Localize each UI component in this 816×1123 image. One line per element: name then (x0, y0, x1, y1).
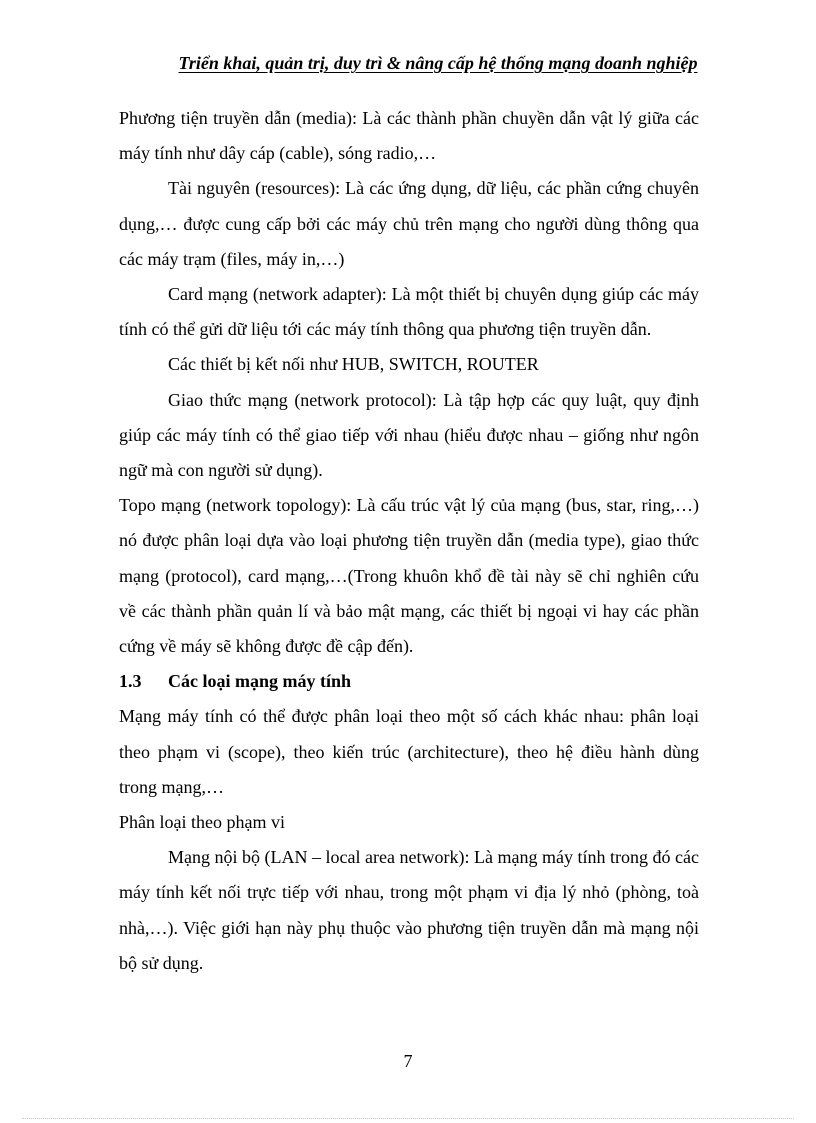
header-title: Triển khai, quản trị, duy trì & nâng cấp hệ thống mạng doanh nghiệp (178, 53, 698, 73)
paragraph-by-scope: Phân loại theo phạm vi (119, 812, 285, 833)
page-bottom-divider (22, 1118, 794, 1119)
paragraph-protocol: Giao thức mạng (network protocol): Là tập hợp các quy luật, quy định giúp các máy tính có thể giao tiếp với nhau (hiểu được nhau – giống như ngôn ngữ mà con người sử dụng). (119, 389, 699, 481)
paragraph-resources: Tài nguyên (resources): Là các ứng dụng, dữ liệu, các phần cứng chuyên dụng,… được cung cấp bởi các máy chủ trên mạng cho người dùng thông qua các máy trạm (files, máy in,…) (119, 178, 699, 269)
section-title: Các loại mạng máy tính (168, 671, 352, 692)
paragraph-devices: Các thiết bị kết nối như HUB, SWITCH, ROUTER (168, 354, 539, 375)
paragraph-classification-intro: Mạng máy tính có thể được phân loại theo một số cách khác nhau: phân loại theo phạm vi (scope), theo kiến trúc (architecture), theo hệ điều hành dùng trong mạng,… (119, 706, 699, 797)
running-header (0, 50, 816, 76)
paragraph-media: Phương tiện truyền dẫn (media): Là các thành phần chuyền dẫn vật lý giữa các máy tính như dây cáp (cable), sóng radio,… (119, 108, 699, 164)
paragraph-lan: Mạng nội bộ (LAN – local area network): Là mạng máy tính trong đó các máy tính kết nối trực tiếp với nhau, trong một phạm vi địa lý nhỏ (phòng, toà nhà,…). Việc giới hạn này phụ thuộc vào phương tiện truyền dẫn mà mạng nội bộ sử dụng. (119, 847, 699, 973)
page-number: 7 (403, 1051, 413, 1071)
section-number: 1.3 (119, 671, 142, 692)
paragraph-network-adapter: Card mạng (network adapter): Là một thiết bị chuyên dụng giúp các máy tính có thể gửi dữ liệu tới các máy tính thông qua phương tiện truyền dẫn. (119, 284, 699, 340)
body-text (119, 101, 699, 981)
section-heading (119, 664, 699, 699)
paragraph-topology: Topo mạng (network topology): Là cấu trúc vật lý của mạng (bus, star, ring,…) nó được phân loại dựa vào loại phương tiện truyền dẫn (media type), giao thức mạng (protocol), card mạng,…(Trong khuôn khổ đề tài này sẽ chỉ nghiên cứu về các thành phần quản lí và bảo mật mạng, các thiết bị ngoại vi hay các phần cứng về máy sẽ không được đề cập đến). (119, 495, 699, 657)
